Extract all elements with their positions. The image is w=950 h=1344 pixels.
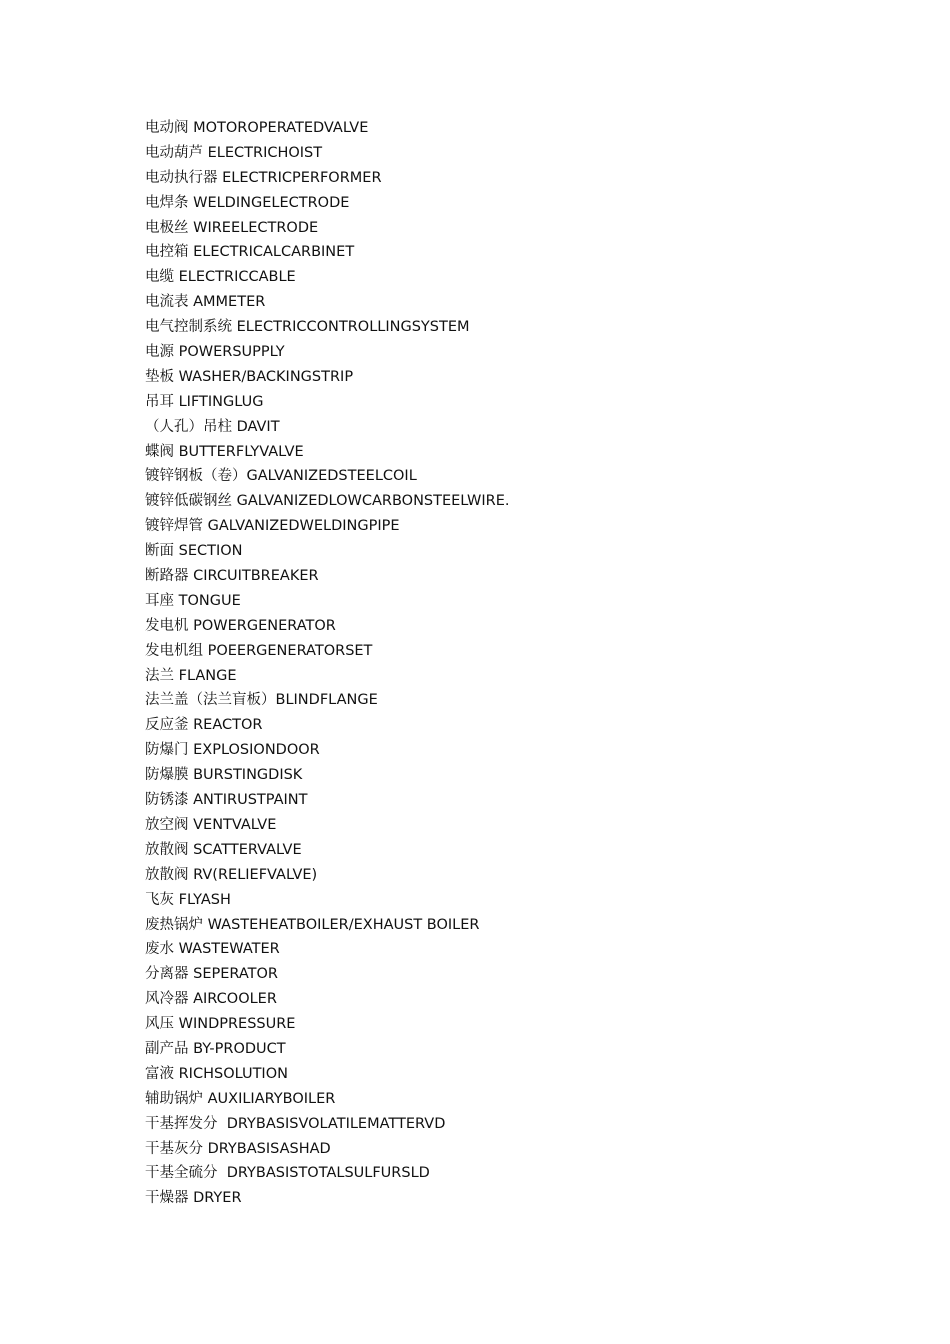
glossary-entry: 放空阀 VENTVALVE	[145, 816, 277, 833]
glossary-entry: 镀锌焊管 GALVANIZEDWELDINGPIPE	[145, 518, 400, 535]
glossary-entry: 防锈漆 ANTIRUSTPAINT	[145, 792, 308, 809]
glossary-entry: 废热锅炉 WASTEHEATBOILER/EXHAUST BOILER	[145, 916, 480, 933]
glossary-entry: 干基灰分 DRYBASISASHAD	[145, 1140, 331, 1157]
glossary-entry: 防爆膜 BURSTINGDISK	[145, 767, 303, 784]
glossary-entry: 镀锌低碳钢丝 GALVANIZEDLOWCARBONSTEELWIRE.	[145, 493, 510, 510]
glossary-entry: 干基全硫分 DRYBASISTOTALSULFURSLD	[145, 1165, 430, 1182]
glossary-entry: 断路器 CIRCUITBREAKER	[145, 568, 319, 585]
glossary-entry: 电气控制系统 ELECTRICCONTROLLINGSYSTEM	[145, 319, 470, 336]
glossary-entry: 电缆 ELECTRICCABLE	[145, 269, 296, 286]
glossary-entry: 废水 WASTEWATER	[145, 941, 280, 958]
glossary-entry: 电动执行器 ELECTRICPERFORMER	[145, 169, 382, 186]
glossary-entry: 辅助锅炉 AUXILIARYBOILER	[145, 1090, 336, 1107]
glossary-entry: 富液 RICHSOLUTION	[145, 1065, 288, 1082]
glossary-entry: 放散阀 SCATTERVALVE	[145, 841, 302, 858]
glossary-entry: 电流表 AMMETER	[145, 294, 266, 311]
glossary-entry: 干燥器 DRYER	[145, 1190, 242, 1207]
glossary-entry: 飞灰 FLYASH	[145, 891, 231, 908]
glossary-entry: 断面 SECTION	[145, 543, 243, 560]
glossary-entry: 风压 WINDPRESSURE	[145, 1016, 296, 1033]
glossary-entry: 副产品 BY-PRODUCT	[145, 1040, 286, 1057]
glossary-entry: 反应釜 REACTOR	[145, 717, 263, 734]
glossary-entry: 吊耳 LIFTINGLUG	[145, 393, 264, 410]
glossary-entry: （人孔）吊柱 DAVIT	[145, 418, 280, 435]
glossary-entry: 法兰 FLANGE	[145, 667, 237, 684]
glossary-entry: 电焊条 WELDINGELECTRODE	[145, 194, 350, 211]
glossary-entry: 分离器 SEPERATOR	[145, 966, 279, 983]
glossary-entry: 干基挥发分 DRYBASISVOLATILEMATTERVD	[145, 1115, 446, 1132]
glossary-entry: 电源 POWERSUPPLY	[145, 344, 285, 361]
glossary-entry: 防爆门 EXPLOSIONDOOR	[145, 742, 320, 759]
glossary-entry: 镀锌钢板（卷）GALVANIZEDSTEELCOIL	[145, 468, 417, 485]
glossary-entry: 电动葫芦 ELECTRICHOIST	[145, 144, 323, 161]
glossary-entry: 发电机 POWERGENERATOR	[145, 617, 336, 634]
glossary-entry: 发电机组 POEERGENERATORSET	[145, 642, 373, 659]
glossary-entry: 垫板 WASHER/BACKINGSTRIP	[145, 368, 354, 385]
glossary-entry: 耳座 TONGUE	[145, 592, 241, 609]
glossary-entry: 蝶阀 BUTTERFLYVALVE	[145, 443, 304, 460]
glossary-entry: 放散阀 RV(RELIEFVALVE)	[145, 866, 318, 883]
glossary-entry: 风冷器 AIRCOOLER	[145, 991, 277, 1008]
glossary-entry: 电动阀 MOTOROPERATEDVALVE	[145, 120, 369, 136]
glossary-entry: 法兰盖（法兰盲板）BLINDFLANGE	[145, 692, 378, 709]
glossary-entry: 电控箱 ELECTRICALCARBINET	[145, 244, 355, 261]
glossary-list	[145, 116, 905, 1211]
glossary-entry: 电极丝 WIREELECTRODE	[145, 219, 319, 236]
